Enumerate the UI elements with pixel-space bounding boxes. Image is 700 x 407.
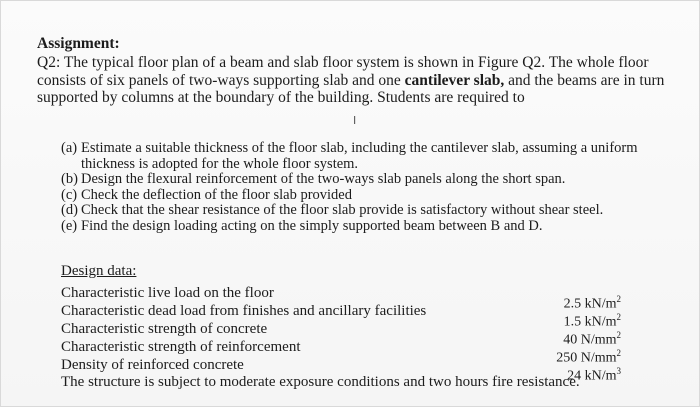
task-item bbox=[61, 203, 671, 219]
task-tag: (c) bbox=[61, 186, 78, 203]
task-item bbox=[61, 141, 671, 172]
design-data-label: Characteristic strength of concrete bbox=[61, 321, 268, 337]
design-data-label: Characteristic dead load from finishes and ancillary facilities bbox=[61, 303, 427, 319]
task-item bbox=[61, 172, 671, 188]
intro-text-2: and the beams are in turn supported by columns at the boundary of the building. Students are required to bbox=[37, 71, 665, 106]
task-text: Check the deflection of the floor slab provided bbox=[81, 186, 352, 203]
design-data-value: 1.5 $kN/m^2$ bbox=[563, 312, 621, 330]
task-tag: (a) bbox=[61, 140, 78, 156]
intro-bold: cantilever slab, bbox=[404, 71, 505, 89]
design-data-label: Density of reinforced concrete bbox=[61, 357, 244, 373]
design-data-value: 40 $N/mm^2$ bbox=[563, 330, 621, 348]
task-tag: (d) bbox=[61, 202, 78, 218]
task-text: Find the design loading acting on the simply supported beam between B and D. bbox=[81, 217, 543, 234]
question-intro bbox=[37, 54, 677, 107]
intro-text-1: Q2: The typical floor plan of a beam and slab floor system is shown in Figure Q2. The whole floor consists of six panels of two-ways supporting slab and one bbox=[37, 54, 649, 89]
design-data-value: 2.5 $kN/m^2$ bbox=[563, 294, 621, 312]
design-data-label: Characteristic live load on the floor bbox=[61, 285, 274, 301]
design-data-label: Characteristic strength of reinforcement bbox=[61, 339, 301, 355]
task-text: Design the flexural reinforcement of the two-ways slab panels along the short span. bbox=[81, 171, 566, 187]
task-text: Check that the shear resistance of the floor slab provide is satisfactory without shear steel. bbox=[81, 202, 604, 218]
exposure-note: The structure is subject to moderate exposure conditions and two hours fire resistance. bbox=[61, 374, 580, 390]
text-cursor-icon: I bbox=[353, 114, 357, 127]
design-data-value: 24 $kN/m^3$ bbox=[567, 366, 621, 384]
task-list bbox=[61, 141, 671, 234]
task-tag: (b) bbox=[61, 171, 78, 187]
task-item bbox=[61, 188, 671, 204]
task-tag: (e) bbox=[61, 217, 78, 234]
assignment-heading: Assignment: bbox=[37, 35, 120, 52]
design-data-title: Design data: bbox=[61, 263, 137, 279]
task-item bbox=[61, 219, 671, 235]
task-text: Estimate a suitable thickness of the floor slab, including the cantilever slab, assuming a uniform thickness is adopted for the whole floor system. bbox=[81, 140, 638, 172]
design-data-value: 250 $N/mm^2$ bbox=[556, 348, 621, 366]
